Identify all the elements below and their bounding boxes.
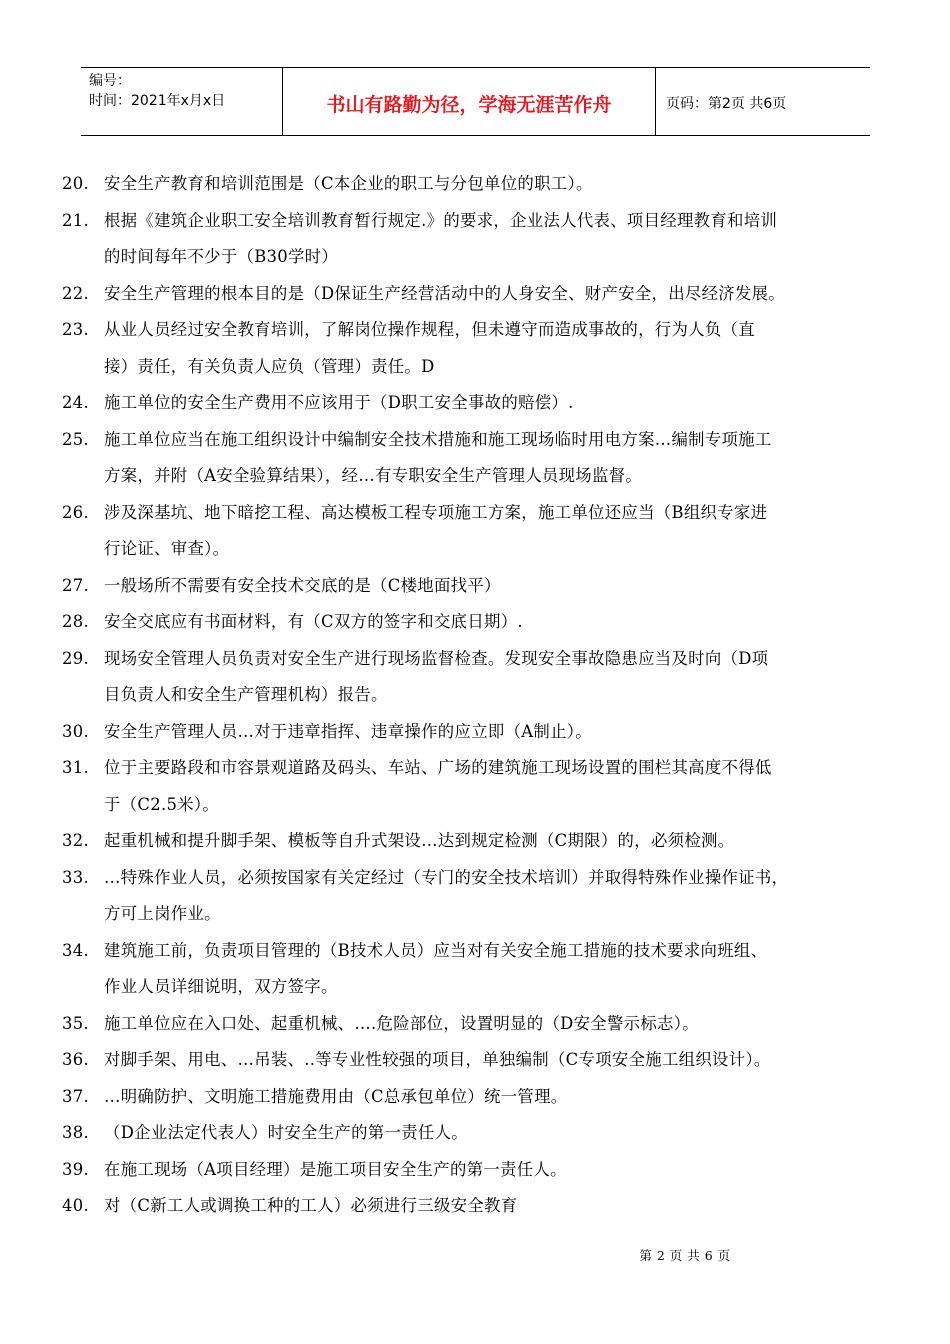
list-item	[62, 1188, 892, 1225]
header-meta	[81, 68, 283, 135]
list-item	[62, 1115, 892, 1152]
list-item	[62, 714, 892, 751]
item-number: 40.	[62, 1196, 89, 1215]
page-header	[81, 67, 870, 136]
item-number: 30.	[62, 721, 89, 741]
item-number: 27.	[62, 575, 89, 595]
item-number: 34.	[62, 940, 89, 960]
item-number: 28.	[62, 612, 89, 631]
list-item	[62, 312, 892, 385]
item-text: …明确防护、文明施工措施费用由（C总承包单位）统一管理。	[104, 1086, 568, 1106]
list-item	[62, 1152, 892, 1189]
item-number: 25.	[62, 429, 89, 449]
item-text: 现场安全管理人员负责对安全生产进行现场监督检查。发现安全事故隐患应当及时向（D项 目负责人和安全生产管理机构）报告。	[104, 648, 769, 704]
item-number: 39.	[62, 1159, 89, 1179]
item-text: 从业人员经过安全教育培训，了解岗位操作规程，但未遵守而造成事故的，行为人负（直 接）责任，有关负责人应负（管理）责任。D	[104, 320, 755, 376]
item-text: 建筑施工前，负责项目管理的（B技术人员）应当对有关安全施工措施的技术要求向班组、 作业人员详细说明，双方签字。	[104, 940, 768, 996]
page-footer: 第 2 页 共 6 页	[639, 1248, 731, 1263]
list-item	[62, 641, 892, 714]
item-number: 38.	[62, 1123, 89, 1142]
item-text: 安全交底应有书面材料，有（C双方的签字和交底日期）.	[104, 612, 523, 631]
item-number: 33.	[62, 867, 89, 887]
item-text: 涉及深基坑、地下暗挖工程、高达模板工程专项施工方案，施工单位还应当（B组织专家进 行论证、审查）。	[104, 502, 768, 558]
item-number: 21.	[62, 210, 89, 230]
item-number: 26.	[62, 502, 89, 522]
list-item	[62, 604, 892, 641]
list-item	[62, 1042, 892, 1079]
item-text: 安全生产管理的根本目的是（D保证生产经营活动中的人身安全、财产安全，出尽经济发展。	[104, 283, 786, 303]
item-text: 位于主要路段和市容景观道路及码头、车站、广场的建筑施工现场设置的围栏其高度不得低 于（C2.5米）。	[104, 758, 772, 814]
list-item	[62, 495, 892, 568]
item-text: 根据《建筑企业职工安全培训教育暂行规定.》的要求，企业法人代表、项目经理教育和培训 的时间每年不少于（B30学时）	[104, 210, 778, 266]
list-item	[62, 860, 892, 933]
item-number: 29.	[62, 648, 89, 668]
item-number: 35.	[62, 1013, 89, 1033]
item-number: 37.	[62, 1086, 89, 1106]
header-motto: 书山有路勤为径，学海无涯苦作舟	[283, 68, 656, 135]
list-item	[62, 568, 892, 605]
item-text: 对（C新工人或调换工种的工人）必须进行三级安全教育	[104, 1196, 518, 1215]
item-text: 起重机械和提升脚手架、模板等自升式架设…达到规定检测（C期限）的，必须检测。	[104, 831, 735, 850]
list-item	[62, 422, 892, 495]
item-text: …特殊作业人员，必须按国家有关定经过（专门的安全技术培训）并取得特殊作业操作证书， 方可上岗作业。	[104, 867, 789, 923]
question-list	[62, 166, 892, 1225]
list-item	[62, 1006, 892, 1043]
list-item	[62, 933, 892, 1006]
item-number: 31.	[62, 758, 89, 777]
header-page-info: 页码：第2页 共6页	[666, 95, 787, 112]
item-text: 安全生产管理人员…对于违章指挥、违章操作的应立即（A制止）。	[104, 721, 592, 741]
item-number: 22.	[62, 283, 89, 303]
item-number: 36.	[62, 1050, 89, 1069]
item-text: 一般场所不需要有安全技术交底的是（C楼地面找平）	[104, 575, 501, 595]
item-number: 20.	[62, 174, 89, 193]
item-number: 32.	[62, 831, 89, 850]
item-text: 在施工现场（A项目经理）是施工项目安全生产的第一责任人。	[104, 1159, 567, 1179]
list-item	[62, 750, 892, 823]
item-text: 对脚手架、用电、…吊装、..等专业性较强的项目，单独编制（C专项安全施工组织设计）。	[104, 1050, 771, 1069]
document-number-label: 编号：	[89, 73, 131, 89]
item-text: 施工单位的安全生产费用不应该用于（D职工安全事故的赔偿）.	[104, 393, 574, 412]
item-number: 24.	[62, 393, 89, 412]
document-date: 时间：2021年x月x日	[89, 93, 226, 109]
list-item	[62, 276, 892, 313]
item-text: 施工单位应在入口处、起重机械、….危险部位，设置明显的（D安全警示标志）。	[104, 1013, 699, 1033]
item-number: 23.	[62, 320, 89, 339]
item-text: 安全生产教育和培训范围是（C本企业的职工与分包单位的职工）。	[104, 174, 593, 193]
list-item	[62, 203, 892, 276]
list-item	[62, 1079, 892, 1116]
list-item	[62, 823, 892, 860]
list-item	[62, 166, 892, 203]
item-text: （D企业法定代表人）时安全生产的第一责任人。	[104, 1123, 468, 1142]
list-item	[62, 385, 892, 422]
item-text: 施工单位应当在施工组织设计中编制安全技术措施和施工现场临时用电方案…编制专项施工 方案，并附（A安全验算结果），经…有专职安全生产管理人员现场监督。	[104, 429, 772, 485]
